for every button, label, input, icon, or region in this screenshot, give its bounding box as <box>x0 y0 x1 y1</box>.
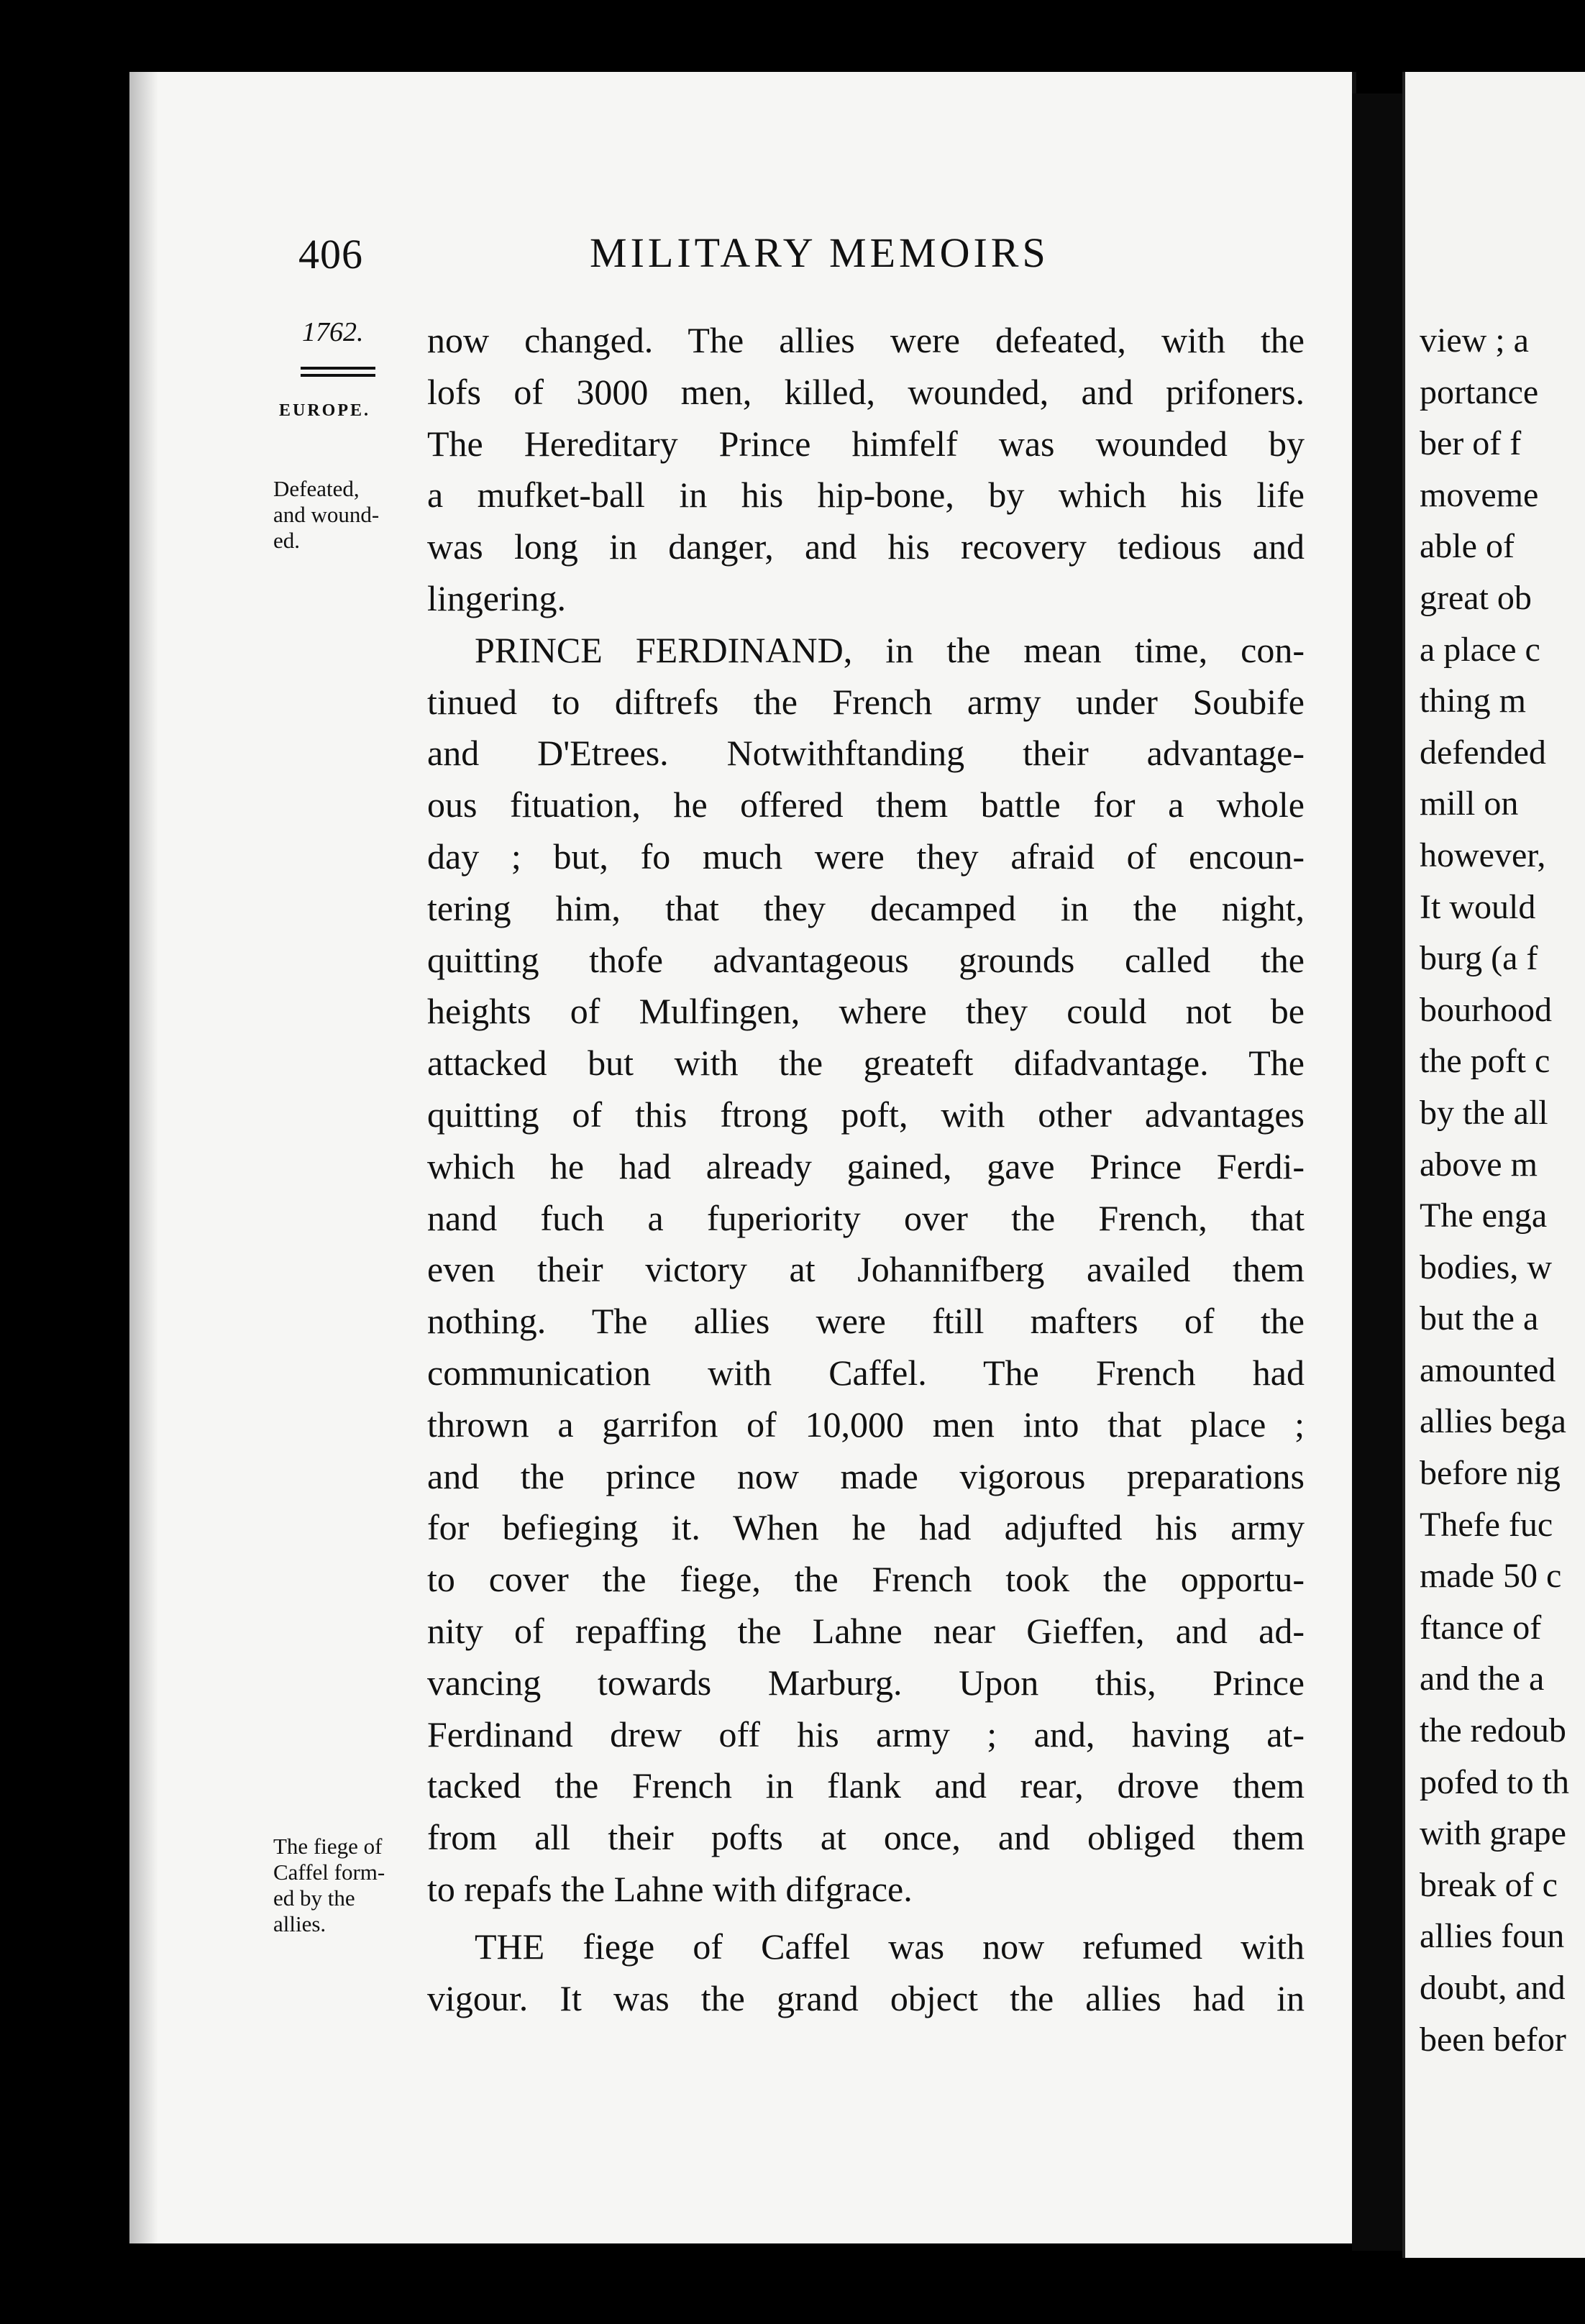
text-line: nand fuch a fuperiority over the French, that <box>427 1197 1305 1238</box>
facing-text-line: with grape <box>1420 1814 1566 1853</box>
text-line: and the prince now made vigorous preparations <box>427 1455 1305 1496</box>
facing-text-line: but the a <box>1420 1299 1539 1338</box>
text-line: from all their pofts at once, and obliged them <box>427 1817 1305 1858</box>
page-number: 406 <box>298 231 363 278</box>
facing-text-line: break of c <box>1420 1865 1558 1904</box>
text-line: nothing. The allies were ftill mafters of the <box>427 1301 1305 1342</box>
text-line: to repafs the Lahne with difgrace. <box>427 1868 913 1909</box>
text-line: nity of repaffing the Lahne near Gieffen, and ad- <box>427 1610 1305 1651</box>
margin-rule-bottom <box>301 374 375 377</box>
text-line: thrown a garrifon of 10,000 men into that place ; <box>427 1404 1305 1445</box>
text-line: tering him, that they decamped in the night, <box>427 887 1305 928</box>
facing-text-line: made 50 c <box>1420 1557 1562 1596</box>
facing-text-line: ftance of <box>1420 1608 1542 1647</box>
text-line: tacked the French in flank and rear, drove them <box>427 1765 1305 1806</box>
facing-text-line: above m <box>1420 1145 1538 1184</box>
margin-note-siege: The fiege of Caffel form- ed by the allies. <box>273 1834 385 1936</box>
facing-page-text <box>1420 315 1585 2065</box>
text-line: lingering. <box>427 577 567 618</box>
margin-rule-top <box>301 367 375 370</box>
text-line: tinued to diftrefs the French army under Soubife <box>427 681 1305 722</box>
text-line: which he had already gained, gave Prince Ferdi- <box>427 1145 1305 1186</box>
facing-text-line: It would <box>1420 887 1536 926</box>
body-text <box>427 315 1305 2024</box>
facing-text-line: view ; a <box>1420 321 1529 360</box>
text-line: attacked but with the greateft difadvantage. The <box>427 1043 1305 1084</box>
facing-text-line: amounted <box>1420 1350 1556 1389</box>
text-line: vigour. It was the grand object the allies had in <box>427 1977 1305 2018</box>
facing-text-line: bodies, w <box>1420 1248 1552 1286</box>
facing-text-line: been befor <box>1420 2020 1566 2059</box>
facing-text-line: bourhood <box>1420 990 1552 1029</box>
text-line: communication with Caffel. The French had <box>427 1352 1305 1393</box>
facing-text-line: ber of f <box>1420 424 1522 463</box>
text-line: quitting thofe advantageous grounds called the <box>427 939 1305 980</box>
text-line: a mufket-ball in his hip-bone, by which his life <box>427 475 1305 516</box>
facing-text-line: the redoub <box>1420 1711 1566 1750</box>
facing-text-line: the poft c <box>1420 1042 1550 1081</box>
margin-note-defeated: Defeated, and wound- ed. <box>273 476 380 553</box>
text-line: THE fiege of Caffel was now refumed with <box>475 1926 1305 1967</box>
text-line: was long in danger, and his recovery tedious and <box>427 526 1305 567</box>
facing-text-line: pofed to th <box>1420 1762 1569 1801</box>
text-line: ous fituation, he offered them battle for a whole <box>427 784 1305 825</box>
facing-text-line: great ob <box>1420 578 1532 617</box>
text-line: The Hereditary Prince himfelf was wounded by <box>427 423 1305 464</box>
facing-text-line: burg (a f <box>1420 939 1538 978</box>
text-line: to cover the fiege, the French took the opportu- <box>427 1559 1305 1600</box>
facing-text-line: a place c <box>1420 630 1540 669</box>
facing-text-line: by the all <box>1420 1093 1548 1132</box>
book-gutter <box>1352 93 1402 2251</box>
facing-text-line: portance <box>1420 372 1539 411</box>
facing-text-line: defended <box>1420 733 1546 772</box>
text-line: heights of Mulfingen, where they could not be <box>427 991 1305 1032</box>
facing-text-line: Thefe fuc <box>1420 1505 1553 1544</box>
facing-text-line: The enga <box>1420 1197 1548 1235</box>
facing-text-line: allies bega <box>1420 1402 1566 1441</box>
facing-text-line: able of <box>1420 527 1515 566</box>
text-line: quitting of this ftrong poft, with other advantages <box>427 1094 1305 1135</box>
text-line: and D'Etrees. Notwithftanding their advantage- <box>427 733 1305 774</box>
text-line: for befieging it. When he had adjufted his army <box>427 1507 1305 1548</box>
text-line: vancing towards Marburg. Upon this, Prince <box>427 1662 1305 1703</box>
margin-region: EUROPE. <box>279 401 371 420</box>
facing-text-line: however, <box>1420 836 1546 874</box>
running-head: MILITARY MEMOIRS <box>590 229 1049 276</box>
facing-text-line: thing m <box>1420 682 1527 720</box>
facing-text-line: doubt, and <box>1420 1969 1566 2007</box>
text-line: day ; but, fo much were they afraid of encoun- <box>427 836 1305 877</box>
text-line: even their victory at Johannifberg availed them <box>427 1249 1305 1290</box>
facing-text-line: moveme <box>1420 475 1539 514</box>
facing-text-line: mill on <box>1420 784 1519 823</box>
text-line: Ferdinand drew off his army ; and, having at- <box>427 1714 1305 1755</box>
facing-text-line: and the a <box>1420 1660 1545 1698</box>
text-line: now changed. The allies were defeated, with the <box>427 320 1305 360</box>
facing-text-line: allies foun <box>1420 1917 1565 1956</box>
margin-year: 1762. <box>302 317 364 347</box>
facing-page <box>1402 72 1585 2258</box>
facing-text-line: before nig <box>1420 1454 1561 1493</box>
text-line: lofs of 3000 men, killed, wounded, and prifoners. <box>427 371 1305 412</box>
text-line: PRINCE FERDINAND, in the mean time, con- <box>475 629 1305 670</box>
